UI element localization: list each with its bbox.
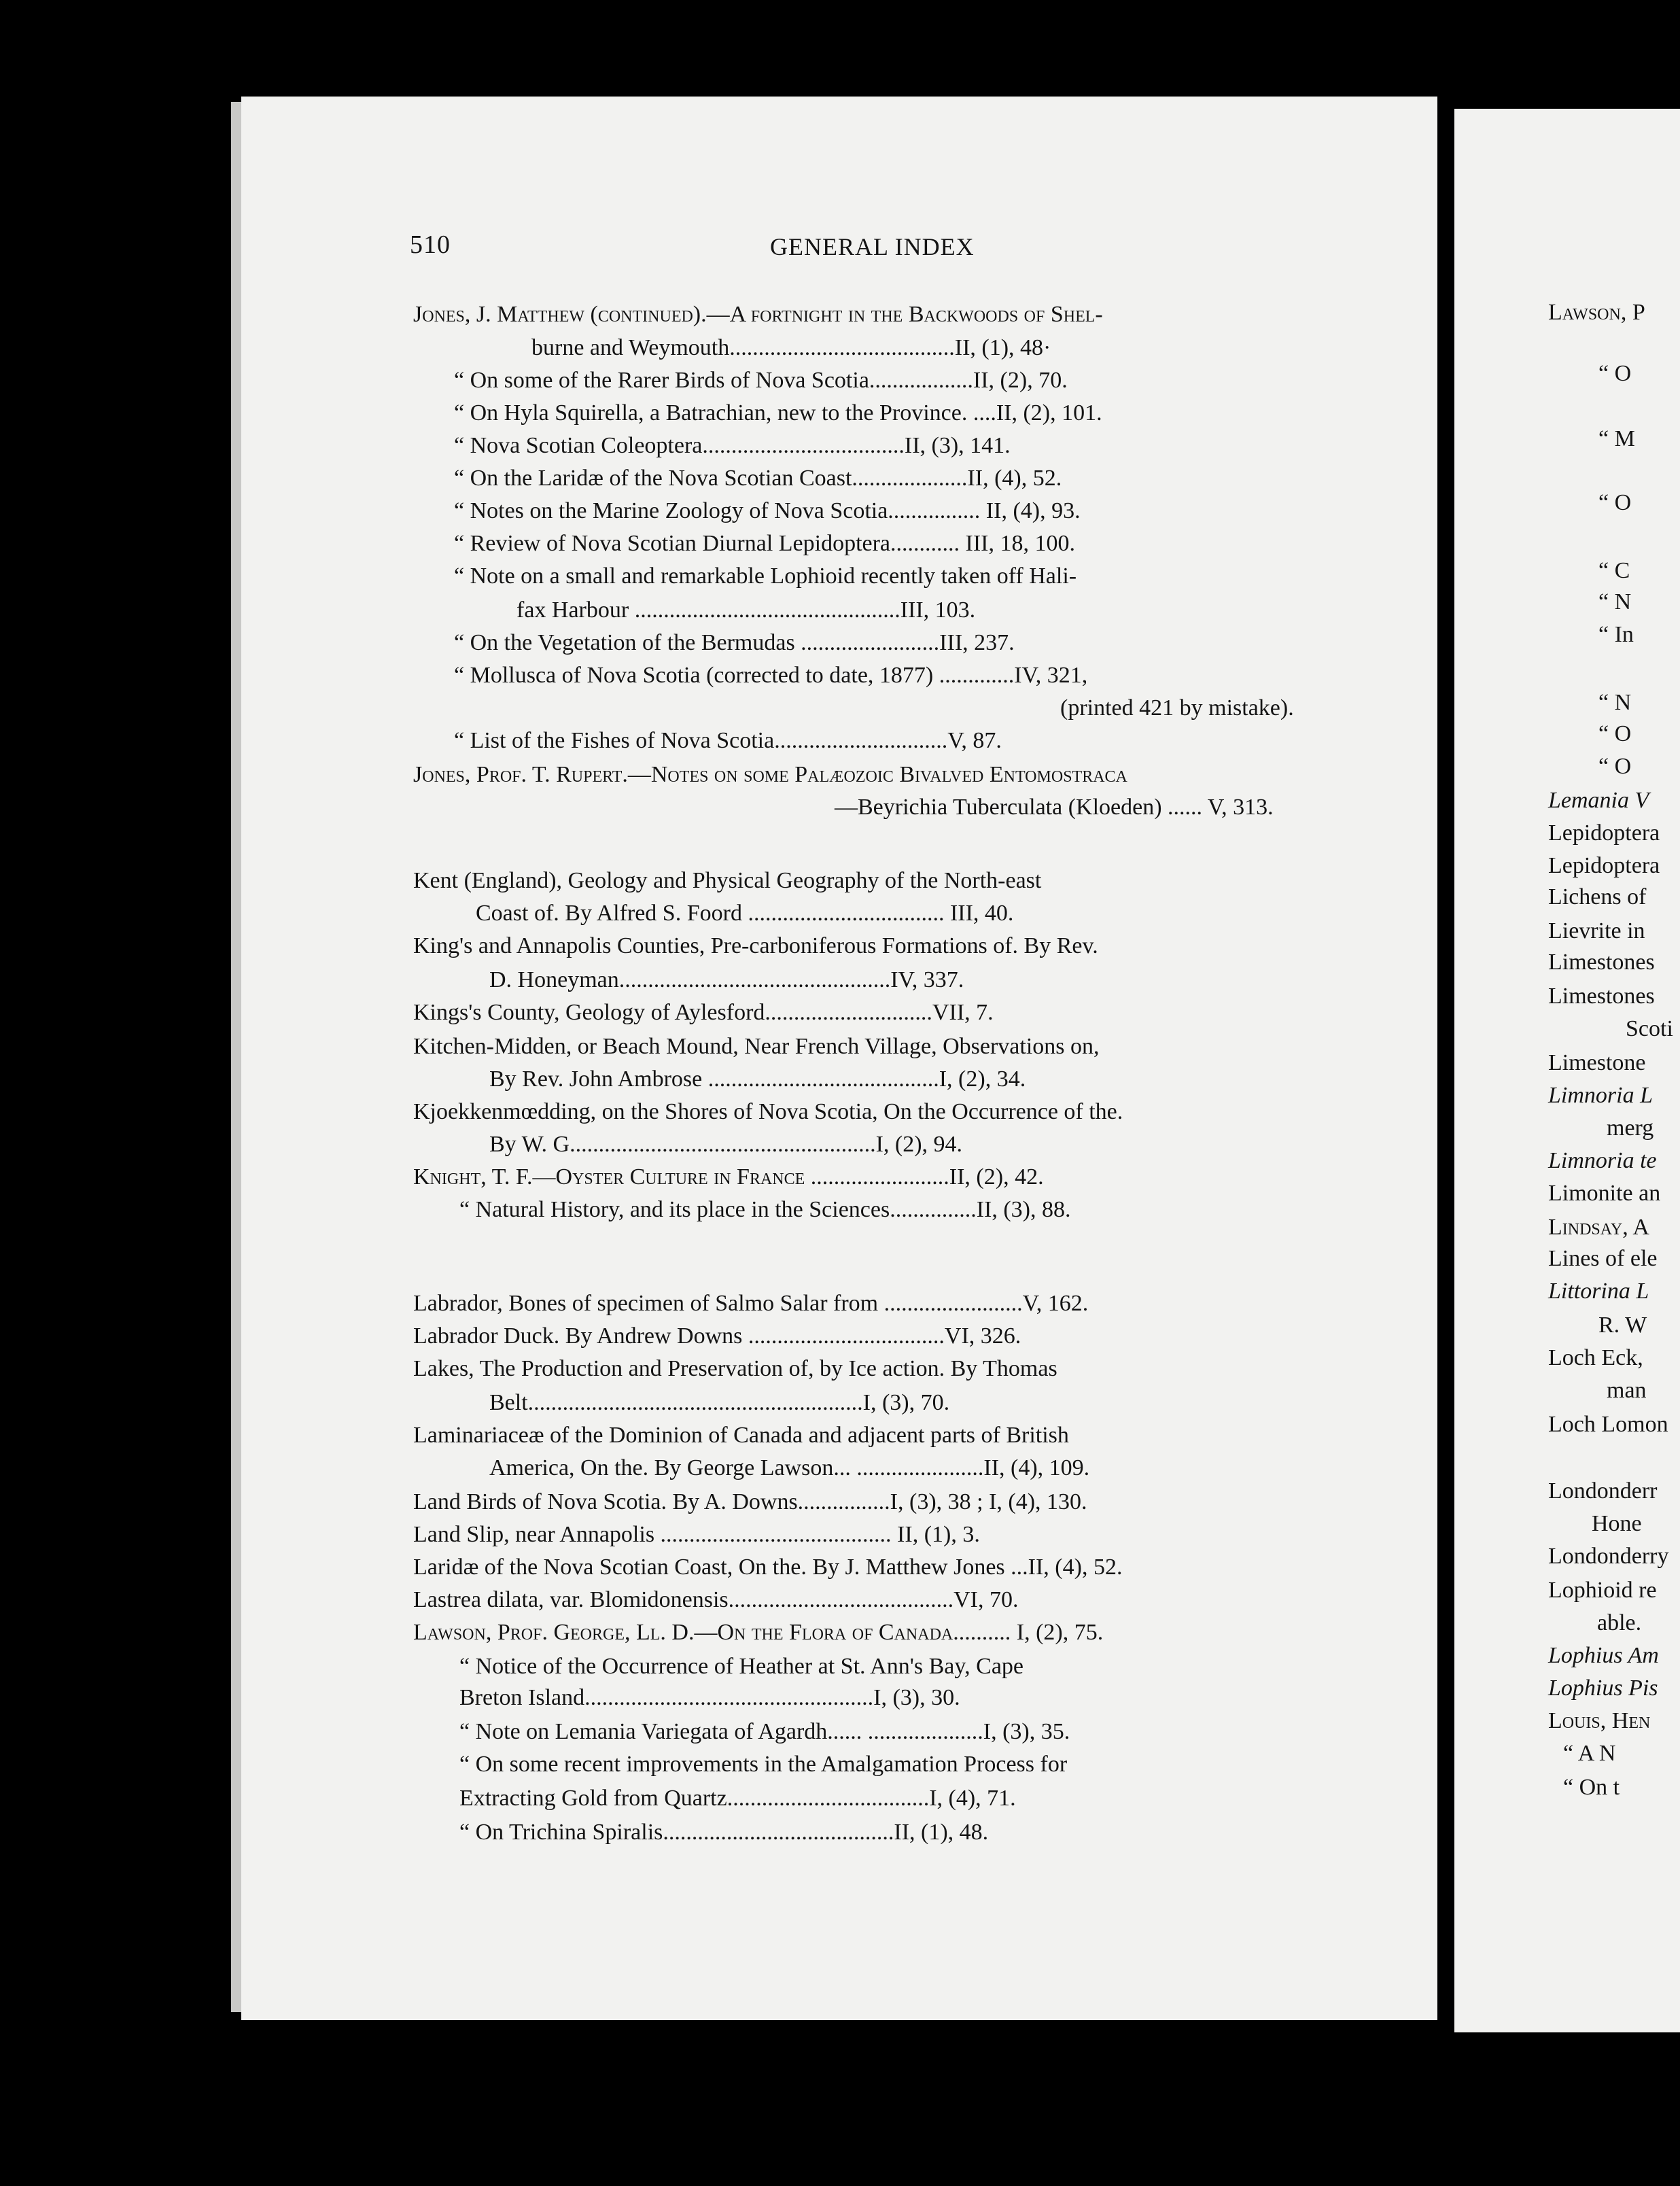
index-entry-line: “ Notes on the Marine Zoology of Nova Scotia................ II, (4), 93. <box>454 498 1081 523</box>
index-entry-line: Lastrea dilata, var. Blomidonensis.......................................VI, 70. <box>413 1587 1019 1612</box>
index-entry-line: “ Mollusca of Nova Scotia (corrected to date, 1877) .............IV, 321, <box>454 663 1088 688</box>
index-entry-line: Londonderr <box>1548 1478 1658 1504</box>
index-entry-line: Lawson, Prof. George, Ll. D.—On the Flora of Canada.......... I, (2), 75. <box>413 1620 1104 1645</box>
index-entry-line: By Rev. John Ambrose ........................................I, (2), 34. <box>489 1066 1026 1092</box>
index-entry-line: “ On Trichina Spiralis........................................II, (1), 48. <box>459 1820 989 1845</box>
index-entry-line: “ Notice of the Occurrence of Heather at St. Ann's Bay, Cape <box>459 1654 1023 1679</box>
index-entry-line: Littorina L <box>1548 1279 1649 1304</box>
page-number: 510 <box>410 230 451 259</box>
index-entry-line: Belt..........................................................I, (3), 70. <box>489 1390 950 1415</box>
index-entry-line: “ N <box>1598 589 1632 614</box>
index-entry-line: “ M <box>1598 426 1635 451</box>
index-entry-line: able. <box>1597 1610 1642 1635</box>
index-entry-line: Kings's County, Geology of Aylesford.............................VII, 7. <box>413 1000 994 1025</box>
index-entry-line: Limnoria L <box>1548 1083 1653 1108</box>
index-entry-line: Coast of. By Alfred S. Foord .................................. III, 40. <box>476 901 1014 926</box>
index-entry-line: Limestone <box>1548 1050 1646 1075</box>
index-entry-line: Lindsay, A <box>1548 1215 1649 1240</box>
index-entry-line: Lakes, The Production and Preservation of, by Ice action. By Thomas <box>413 1356 1057 1381</box>
index-entry-line: “ O <box>1598 754 1632 779</box>
index-entry-line: Land Birds of Nova Scotia. By A. Downs................I, (3), 38 ; I, (4), 130. <box>413 1489 1087 1514</box>
index-entry-line: Limnoria te <box>1548 1148 1657 1173</box>
index-entry-line: Limonite an <box>1548 1181 1661 1206</box>
index-entry-line: Kjoekkenmœdding, on the Shores of Nova Scotia, On the Occurrence of the. <box>413 1099 1123 1124</box>
index-entry-line: Kitchen-Midden, or Beach Mound, Near French Village, Observations on, <box>413 1034 1100 1059</box>
index-entry-line: Loch Eck, <box>1548 1345 1643 1370</box>
index-entry-line: Louis, Hen <box>1548 1708 1651 1733</box>
index-entry-line: Jones, J. Matthew (continued).—A fortnight in the Backwoods of Shel- <box>413 302 1103 327</box>
index-entry-line: “ Review of Nova Scotian Diurnal Lepidoptera............ III, 18, 100. <box>454 531 1075 556</box>
index-entry-line: Lichens of <box>1548 884 1647 909</box>
index-entry-line: burne and Weymouth.......................................II, (1), 48· <box>531 335 1051 360</box>
index-entry-line: “ On Hyla Squirella, a Batrachian, new to the Province. ....II, (2), 101. <box>454 400 1102 426</box>
index-entry-line: America, On the. By George Lawson... ......................II, (4), 109. <box>489 1455 1090 1480</box>
index-entry-line: D. Honeyman...............................................IV, 337. <box>489 967 964 992</box>
index-entry-line: “ Natural History, and its place in the Sciences...............II, (3), 88. <box>459 1197 1071 1222</box>
index-entry-line: Jones, Prof. T. Rupert.—Notes on some Palæozoic Bivalved Entomostraca <box>413 762 1127 787</box>
index-entry-line: Lemania V <box>1548 788 1649 813</box>
index-entry-line: “ On some of the Rarer Birds of Nova Scotia..................II, (2), 70. <box>454 368 1068 393</box>
index-entry-line: “ N <box>1598 690 1632 715</box>
index-entry-line: King's and Annapolis Counties, Pre-carboniferous Formations of. By Rev. <box>413 933 1098 958</box>
index-entry-line: Lines of ele <box>1548 1246 1658 1271</box>
index-entry-line: “ List of the Fishes of Nova Scotia..............................V, 87. <box>454 728 1002 753</box>
index-entry-line: (printed 421 by mistake). <box>1060 695 1294 721</box>
index-entry-line: Londonderry <box>1548 1544 1669 1569</box>
index-entry-line: Loch Lomon <box>1548 1412 1668 1437</box>
index-entry-line: “ In <box>1598 622 1634 647</box>
index-entry-line: “ O <box>1598 361 1632 386</box>
index-entry-line: Labrador, Bones of specimen of Salmo Salar from ........................V, 162. <box>413 1291 1089 1316</box>
index-entry-line: fax Harbour ..............................................III, 103. <box>517 597 976 623</box>
index-entry-line: man <box>1607 1378 1647 1403</box>
index-entry-line: Hone <box>1592 1511 1642 1536</box>
index-entry-line: Lepidoptera <box>1548 820 1660 846</box>
index-entry-line: “ Nova Scotian Coleoptera...................................II, (3), 141. <box>454 433 1011 458</box>
index-entry-line: merg <box>1607 1115 1654 1141</box>
index-entry-line: Knight, T. F.—Oyster Culture in France ........................II, (2), 42. <box>413 1164 1044 1190</box>
index-entry-line: Labrador Duck. By Andrew Downs ..................................VI, 326. <box>413 1323 1021 1349</box>
index-entry-line: Lawson, P <box>1548 300 1645 325</box>
index-entry-line: Lepidoptera <box>1548 853 1660 878</box>
index-entry-line: —Beyrichia Tuberculata (Kloeden) ...... V, 313. <box>835 795 1274 820</box>
index-entry-line: Laminariaceæ of the Dominion of Canada and adjacent parts of British <box>413 1423 1069 1448</box>
index-entry-line: “ On some recent improvements in the Amalgamation Process for <box>459 1752 1068 1777</box>
index-entry-line: Limestones <box>1548 984 1655 1009</box>
index-entry-line: “ On the Vegetation of the Bermudas ........................III, 237. <box>454 630 1015 655</box>
index-entry-line: “ Note on Lemania Variegata of Agardh...... ....................I, (3), 35. <box>459 1719 1070 1744</box>
index-entry-line: By W. G.....................................................I, (2), 94. <box>489 1132 963 1157</box>
index-entry-line: “ C <box>1598 558 1630 583</box>
index-entry-line: “ Note on a small and remarkable Lophioid recently taken off Hali- <box>454 563 1077 589</box>
index-entry-line: Limestones <box>1548 950 1655 975</box>
index-entry-line: “ On t <box>1563 1775 1620 1800</box>
index-entry-line: Lievrite in <box>1548 918 1645 943</box>
index-entry-line: “ A N <box>1563 1741 1616 1766</box>
index-entry-line: “ O <box>1598 721 1632 746</box>
index-entry-line: R. W <box>1598 1313 1647 1338</box>
index-entry-line: “ On the Laridæ of the Nova Scotian Coast....................II, (4), 52. <box>454 466 1062 491</box>
index-entry-line: Extracting Gold from Quartz...................................I, (4), 71. <box>459 1786 1016 1811</box>
index-entry-line: Land Slip, near Annapolis ........................................ II, (1), 3. <box>413 1522 980 1547</box>
page-title: GENERAL INDEX <box>770 233 975 260</box>
index-entry-line: Scoti <box>1626 1016 1673 1041</box>
index-entry-line: Kent (England), Geology and Physical Geography of the North-east <box>413 868 1042 893</box>
index-entry-line: Lophius Pis <box>1548 1676 1658 1701</box>
index-entry-line: Laridæ of the Nova Scotian Coast, On the. By J. Matthew Jones ...II, (4), 52. <box>413 1555 1123 1580</box>
index-entry-line: Lophius Am <box>1548 1643 1659 1668</box>
index-entry-line: Breton Island..................................................I, (3), 30. <box>459 1685 960 1710</box>
index-entry-line: Lophioid re <box>1548 1578 1657 1603</box>
index-entry-line: “ O <box>1598 490 1632 515</box>
